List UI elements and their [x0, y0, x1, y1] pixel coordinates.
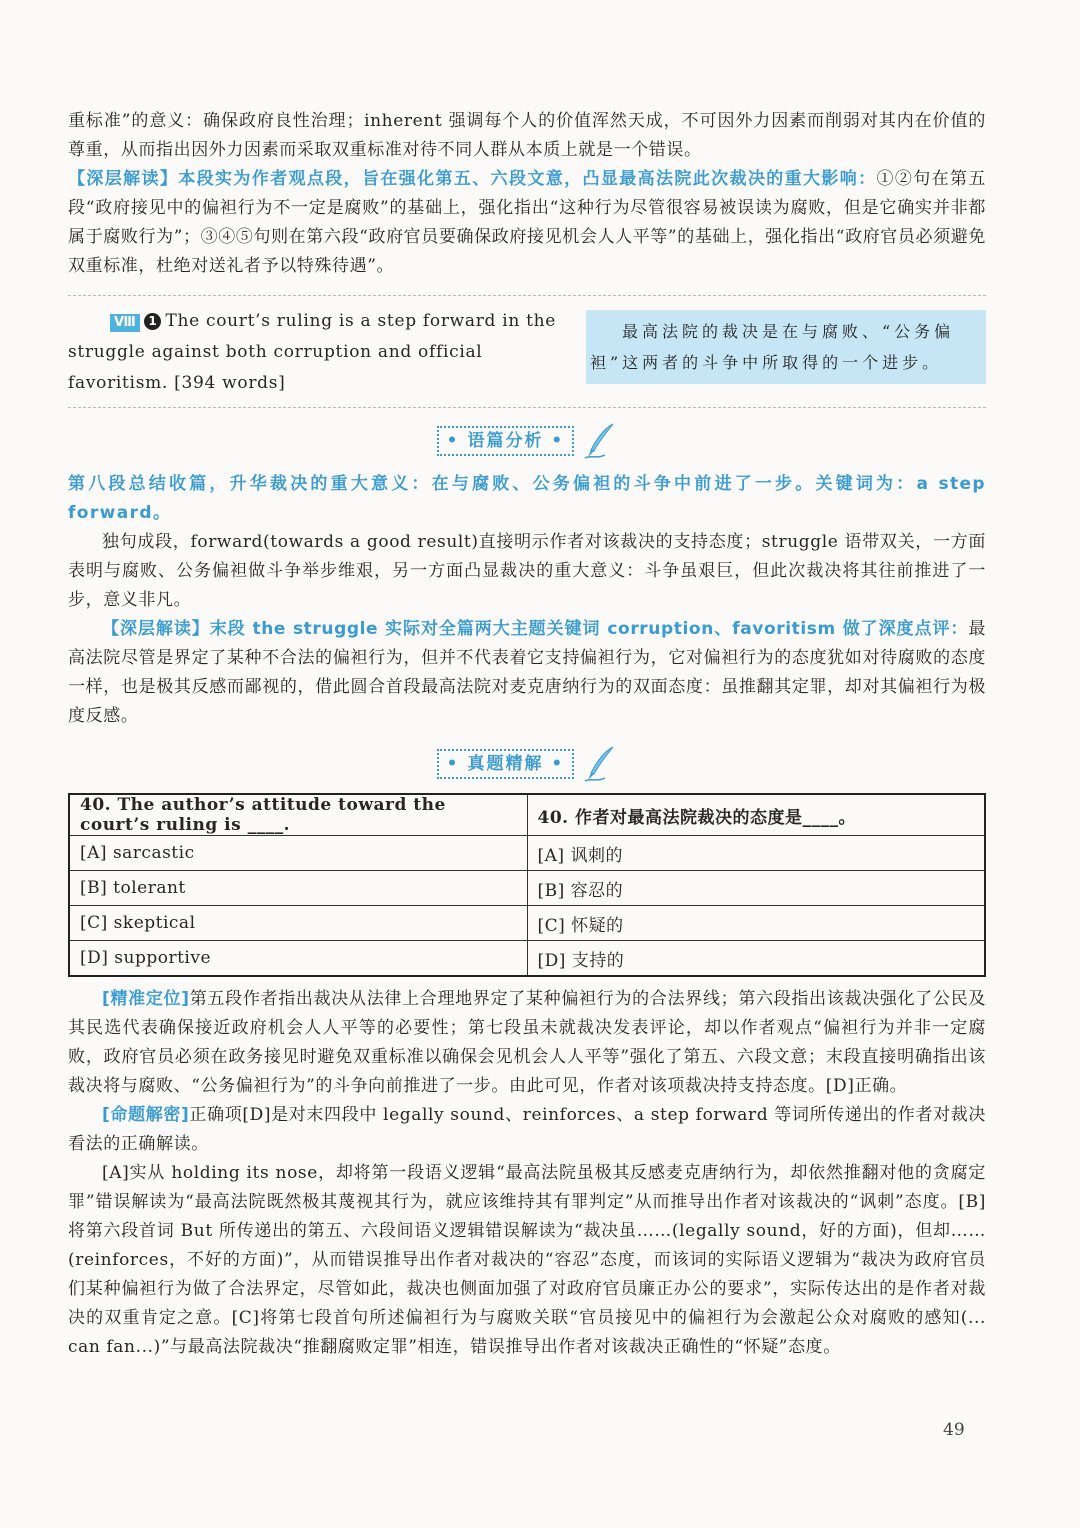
question-decode-label: [命题解密]: [102, 1105, 190, 1125]
deep-reading-2-label: 【深层解读】末段 the struggle 实际对全篇两大主题关键词 corruption、favoritism 做了深度点评：: [102, 619, 969, 639]
deep-reading-2: [68, 615, 986, 731]
option-zh: [D] 支持的: [527, 941, 985, 977]
precise-locate-body: 第五段作者指出裁决从法律上合理地界定了某种偏袒行为的合法界线；第六段指出该裁决强化了公民及其民选代表确保接近政府机会人人平等的必要性；第七段虽未就裁决发表评论，却以作者观点“偏袒行为并非一定腐败，政府官员必须在政务接见时避免双重标准以确保会见机会人人平等”强化了第五、六段文意；末段直接明确指出该裁决将与腐败、“公务偏袒行为”的斗争向前推进了一步。由此可见，作者对该项裁决持支持态度。[D]正确。: [68, 989, 986, 1096]
section-header-questions: [68, 745, 986, 783]
table-row: [69, 871, 985, 906]
paragraph-viii: [68, 306, 986, 399]
table-row: [69, 906, 985, 941]
option-en: [B] tolerant: [69, 871, 527, 906]
option-zh: [C] 怀疑的: [527, 906, 985, 941]
option-en: [C] skeptical: [69, 906, 527, 941]
table-row: [69, 794, 985, 836]
question-table: [68, 793, 986, 977]
analysis-summary: 第八段总结收篇，升华裁决的重大意义：在与腐败、公务偏袒的斗争中前进了一步。关键词为：a step forward。: [68, 474, 986, 523]
deep-reading-2-body: 最高法院尽管是界定了某种不合法的偏袒行为，但并不代表着它支持偏袒行为，它对偏袒行为的态度犹如对待腐败的态度一样，也是极其反感而鄙视的，借此圆合首段最高法院对麦克唐纳行为的双面态度：虽推翻其定罪，却对其偏袒行为极度反感。: [68, 619, 986, 726]
deep-reading-1-label: 【深层解读】本段实为作者观点段，旨在强化第五、六段文意，凸显最高法院此次裁决的重大影响：: [68, 169, 877, 189]
option-zh: [A] 讽刺的: [527, 836, 985, 871]
viii-text: The court’s ruling is a step forward in the struggle against both corruption and official favoritism. [394 words]: [68, 311, 557, 393]
question-decode-body: 正确项[D]是对末四段中 legally sound、reinforces、a step forward 等词所传递出的作者对裁决看法的正确解读。: [68, 1105, 986, 1154]
roman-numeral-badge: Ⅷ: [110, 314, 140, 332]
section-tag-questions: • 真题精解 •: [437, 749, 575, 779]
section-tag-analysis: • 语篇分析 •: [437, 426, 575, 456]
page-number: 49: [943, 1420, 965, 1440]
analysis-body: 独句成段，forward(towards a good result)直接明示作者对该裁决的支持态度；struggle 语带双关，一方面表明与腐败、公务偏袒做斗争举步维艰，另一方面凸显裁决的重大意义：斗争虽艰巨，但此次裁决将其往前推进了一步，意义非凡。: [68, 532, 986, 610]
quill-pen-icon: [583, 422, 617, 460]
option-en: [D] supportive: [69, 941, 527, 977]
distractor-analysis: [A]实从 holding its nose，却将第一段语义逻辑“最高法院虽极其反感麦克唐纳行为，却依然推翻对他的贪腐定罪”错误解读为“最高法院既然极其蔑视其行为，就应该维持其有罪判定”从而推导出作者对该裁决的“讽刺”态度。[B]将第六段首词 But 所传递出的第五、六段间语义逻辑错误解读为“裁决虽……(legally sound，好的方面)，但却……(reinforces，不好的方面)”，从而错误推导出作者对裁决的“容忍”态度，而该词的实际语义逻辑为“裁决为政府官员们某种偏袒行为做了合法界定，尽管如此，裁决也侧面加强了对政府官员廉正办公的要求”，实际传达出的是作者对裁决的双重肯定之意。[C]将第七段首句所述偏袒行为与腐败关联“官员接见中的偏袒行为会激起公众对腐败的感知(... can fan...)”与最高法院裁决“推翻腐败定罪”相连，错误推导出作者对该裁决正确性的“怀疑”态度。: [68, 1163, 986, 1357]
precise-locate-label: [精准定位]: [102, 989, 190, 1009]
viii-english: [68, 306, 568, 399]
precise-locate: [68, 985, 986, 1101]
deep-reading-1-body: ①②句在第五段“政府接见中的偏袒行为不一定是腐败”的基础上，强化指出“这种行为尽管很容易被误读为腐败，但是它确实并非都属于腐败行为”；③④⑤句则在第六段“政府官员要确保政府接见机会人人平等”的基础上，强化指出“政府官员必须避免双重标准，杜绝对送礼者予以特殊待遇”。: [68, 169, 986, 276]
viii-translation-box: 最高法院的裁决是在与腐败、“公务偏袒”这两者的斗争中所取得的一个进步。: [586, 310, 986, 384]
content: [68, 107, 986, 1362]
quill-pen-icon: [583, 745, 617, 783]
option-zh: [B] 容忍的: [527, 871, 985, 906]
question-stem-en: 40. The author’s attitude toward the court’s ruling is ____.: [69, 794, 527, 836]
deep-reading-1: [68, 165, 986, 281]
paragraph-top: 重标准”的意义：确保政府良性治理；inherent 强调每个人的价值浑然天成，不可因外力因素而削弱对其内在价值的尊重，从而指出因外力因素而采取双重标准对待不同人群从本质上就是一个错误。: [68, 111, 986, 160]
table-row: [69, 941, 985, 977]
question-stem-zh: 40. 作者对最高法院裁决的态度是____。: [527, 794, 985, 836]
sentence-number-icon: 1: [144, 313, 161, 330]
divider: [68, 407, 986, 408]
section-header-analysis: [68, 422, 986, 460]
table-row: [69, 836, 985, 871]
option-en: [A] sarcastic: [69, 836, 527, 871]
divider: [68, 295, 986, 296]
question-decode: [68, 1101, 986, 1159]
